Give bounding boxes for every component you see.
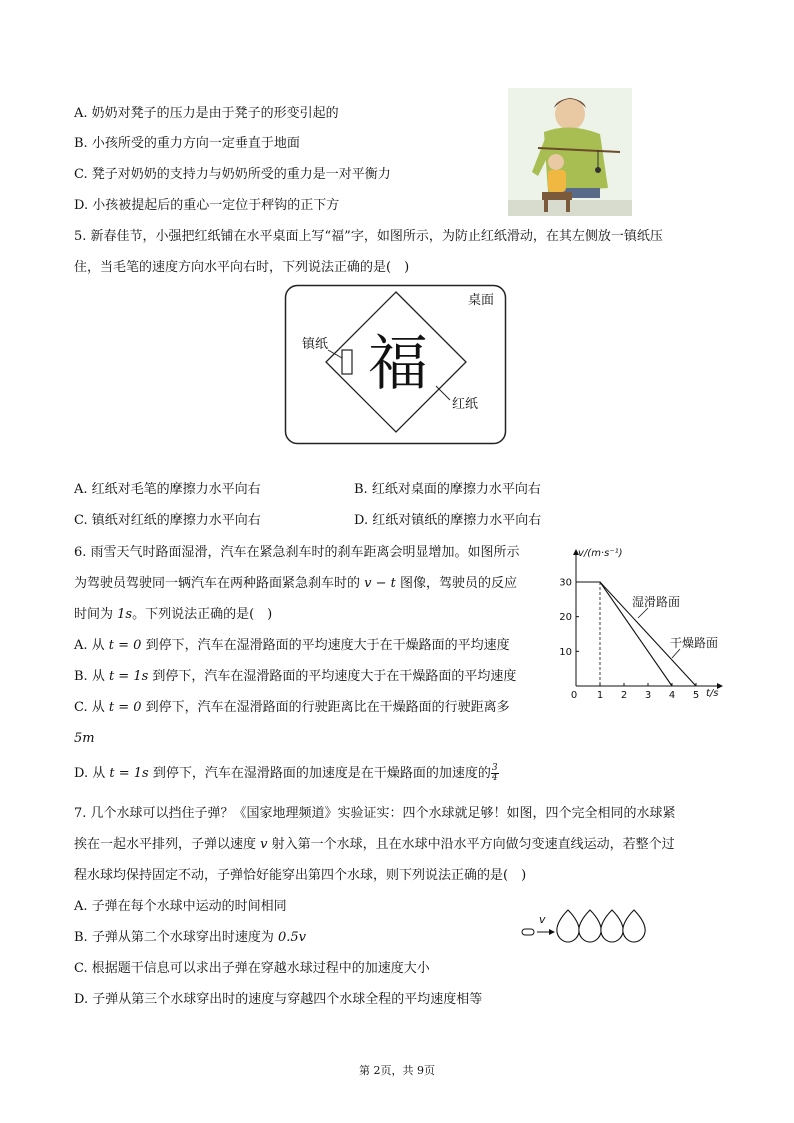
q5-figure [284, 284, 508, 446]
q4-option-b: B. 小孩所受的重力方向一定垂直于地面 [74, 136, 300, 151]
q7-option-b: B. 子弹从第二个水球穿出时速度为 0.5v [74, 930, 306, 945]
q6-stem-line3: 时间为 1s。下列说法正确的是( ) [74, 607, 273, 622]
q7-option-c: C. 根据题干信息可以求出子弹在穿越水球过程中的加速度大小 [74, 961, 430, 976]
x-tick-label: 2 [620, 690, 628, 701]
q6-option-c-cont: 5m [74, 731, 95, 746]
q5-option-c: C. 镇纸对红纸的摩擦力水平向右 [74, 513, 261, 528]
water-ball-1 [557, 910, 579, 942]
q5-option-d: D. 红纸对镇纸的摩擦力水平向右 [354, 513, 542, 528]
wet-label-leader [638, 608, 648, 618]
water-ball-3 [601, 910, 623, 942]
q7-stem-line1: 7. 几个水球可以挡住子弹？《国家地理频道》实验证实：四个水球就足够！如图，四个完全相同的水球紧 [74, 806, 676, 821]
y-tick-label: 10 [559, 646, 572, 658]
series-label-dry: 干燥路面 [670, 636, 719, 650]
q5-stem-line1: 5. 新春佳节，小强把红纸铺在水平桌面上写“福”字，如图所示，为防止红纸滑动，在其左侧放一镇纸压 [74, 229, 663, 244]
y-tick-label: 20 [559, 612, 572, 624]
x-tick-label: 4 [668, 690, 676, 701]
q6-stem-line2: 为驾驶员驾驶同一辆汽车在两种路面紧急刹车时的 v − t 图像，驾驶员的反应 [74, 576, 518, 591]
x-tick-label: 5 [692, 690, 700, 701]
q4-option-c: C. 凳子对奶奶的支持力与奶奶所受的重力是一对平衡力 [74, 167, 391, 182]
q5-option-b: B. 红纸对桌面的摩擦力水平向右 [354, 482, 541, 497]
series-label-wet: 湿滑路面 [632, 595, 681, 609]
water-ball-4 [623, 910, 645, 942]
paperweight [342, 350, 352, 374]
x-tick-label: 3 [644, 690, 652, 701]
q6-option-c: C. 从 t = 0 到停下，汽车在湿滑路面的行驶距离比在干燥路面的行驶距离多 [74, 700, 510, 715]
q5-stem-line2: 住，当毛笔的速度方向水平向右时，下列说法正确的是( ) [74, 260, 410, 275]
velocity-label: v [539, 913, 546, 926]
fraction-three-quarters: $\frac{3}{4}$ [491, 763, 498, 783]
q7-option-a: A. 子弹在每个水球中运动的时间相同 [74, 899, 287, 914]
q4-grandma-illustration [508, 88, 632, 216]
red-paper-label: 红纸 [452, 397, 479, 412]
bullet [522, 929, 534, 935]
x-axis-label: t/s [706, 688, 719, 699]
q6-option-d: D. 从 t = 1s 到停下，汽车在湿滑路面的加速度是在干燥路面的加速度的 $\frac{3}{4}$ [74, 763, 498, 783]
water-ball-2 [579, 910, 601, 942]
q4-option-a: A. 奶奶对凳子的压力是由于凳子的形变引起的 [74, 106, 339, 121]
q7-water-balls-figure [520, 904, 652, 948]
q6-option-a: A. 从 t = 0 到停下，汽车在湿滑路面的平均速度大于在干燥路面的平均速度 [74, 638, 510, 653]
x-tick-label: 1 [596, 690, 604, 701]
q7-stem-line3: 程水球均保持固定不动，子弹恰好能穿出第四个水球，则下列说法正确的是( ) [74, 868, 527, 883]
x-tick-label: 0 [570, 690, 578, 701]
fu-character: 福 [368, 329, 428, 399]
q4-option-d: D. 小孩被提起后的重心一定位于秤钩的正下方 [74, 198, 340, 213]
paperweight-label: 镇纸 [302, 337, 329, 352]
vt-graph [552, 540, 728, 702]
q6-option-b: B. 从 t = 1s 到停下，汽车在湿滑路面的平均速度大于在干燥路面的平均速度 [74, 669, 517, 684]
dry-label-leader [672, 649, 680, 658]
y-tick-label: 30 [559, 577, 572, 589]
q6-stem-line1: 6. 雨雪天气时路面湿滑，汽车在紧急刹车时的刹车距离会明显增加。如图所示 [74, 545, 520, 560]
y-axis-label: v/(m·s⁻¹) [578, 548, 623, 559]
q7-stem-line2: 挨在一起水平排列，子弹以速度 v 射入第一个水球，且在水球中沿水平方向做匀变速直线运动，若整个过 [74, 837, 675, 852]
q5-option-a: A. 红纸对毛笔的摩擦力水平向右 [74, 482, 261, 497]
q7-option-d: D. 子弹从第三个水球穿出时的速度与穿越四个水球全程的平均速度相等 [74, 992, 483, 1007]
page-footer: 第 2页，共 9页 [359, 1064, 435, 1077]
desk-label: 桌面 [468, 293, 495, 308]
